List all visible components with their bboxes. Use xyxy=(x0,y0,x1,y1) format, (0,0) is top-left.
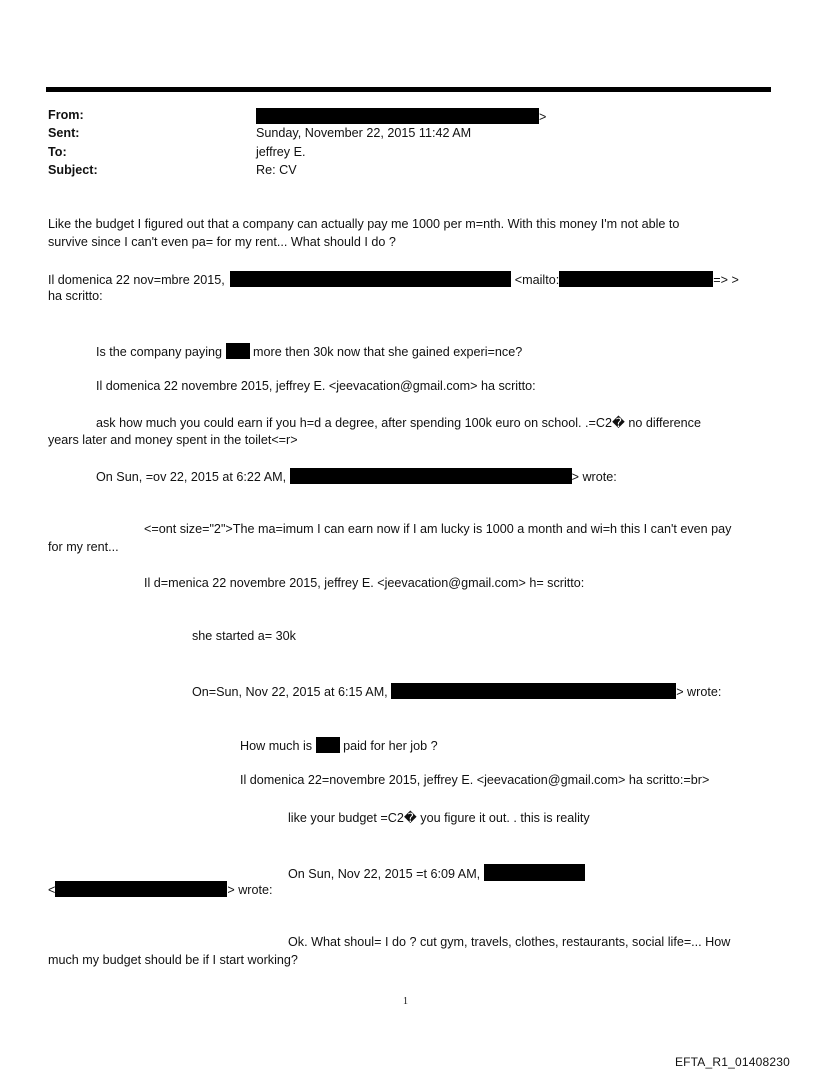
redaction-box xyxy=(559,271,713,287)
line-text: Is the company paying xyxy=(96,345,223,359)
redaction-box xyxy=(226,343,250,359)
body-line: for my rent... xyxy=(48,540,119,554)
line-text: > wrote: xyxy=(676,685,722,699)
body-line: ask how much you could earn if you h=d a degree, after spending 100k euro on school. .=C2� no difference xyxy=(96,416,701,430)
redaction-box xyxy=(256,108,539,124)
quote-header xyxy=(192,683,721,699)
line-text: On Sun, =ov 22, 2015 at 6:22 AM, xyxy=(96,470,287,484)
subject-value: Re: CV xyxy=(256,163,297,177)
page-number: 1 xyxy=(403,996,408,1007)
redaction-box xyxy=(230,271,511,287)
line-text: On Sun, Nov 22, 2015 =t 6:09 AM, xyxy=(288,867,481,881)
redaction-box xyxy=(316,737,340,753)
quote-header-suffix: => > xyxy=(713,273,739,287)
body-line: ha scritto: xyxy=(48,289,103,303)
redaction-box xyxy=(484,864,585,881)
redaction-box xyxy=(391,683,676,699)
body-line: survive since I can't even pa= for my rent... What should I do ? xyxy=(48,235,396,249)
quote-header xyxy=(288,864,585,881)
redaction-box xyxy=(290,468,572,484)
line-text: > wrote: xyxy=(571,470,617,484)
line-text: more then 30k now that she gained experi=nce? xyxy=(253,345,523,359)
document-id: EFTA_R1_01408230 xyxy=(674,1055,790,1069)
line-text: On=Sun, Nov 22, 2015 at 6:15 AM, xyxy=(192,685,388,699)
quote-header-text: Il domenica 22 nov=mbre 2015, xyxy=(48,273,225,287)
from-value xyxy=(256,108,546,124)
redaction-box xyxy=(55,881,227,897)
line-text: paid for her job ? xyxy=(343,739,438,753)
body-line: Il domenica 22 novembre 2015, jeffrey E. <jeevacation@gmail.com> ha scritto: xyxy=(96,379,536,393)
sent-label: Sent: xyxy=(48,126,80,140)
quote-header xyxy=(96,468,617,484)
to-label: To: xyxy=(48,145,67,159)
body-line: years later and money spent in the toilet<=r> xyxy=(48,433,298,447)
body-line xyxy=(96,343,522,359)
from-suffix: > xyxy=(539,110,547,124)
body-line: <=ont size="2">The ma=imum I can earn now if I am lucky is 1000 a month and wi=h this I can't even pay xyxy=(144,522,732,536)
line-text: How much is xyxy=(240,739,313,753)
quote-header-mailto: <mailto: xyxy=(514,273,560,287)
body-line: Like the budget I figured out that a company can actually pay me 1000 per m=nth. With this money I'm not able to xyxy=(48,217,680,231)
subject-label: Subject: xyxy=(48,163,98,177)
line-text: > wrote: xyxy=(227,883,273,897)
to-value: jeffrey E. xyxy=(256,145,306,159)
body-line: Il domenica 22=novembre 2015, jeffrey E. <jeevacation@gmail.com> ha scritto:=br> xyxy=(240,773,710,787)
line-text: < xyxy=(48,883,56,897)
body-line xyxy=(240,737,438,753)
sent-value: Sunday, November 22, 2015 11:42 AM xyxy=(256,126,472,140)
header-rule xyxy=(46,87,771,92)
body-line: Il d=menica 22 novembre 2015, jeffrey E. <jeevacation@gmail.com> h= scritto: xyxy=(144,576,585,590)
body-line: like your budget =C2� you figure it out. . this is reality xyxy=(288,811,590,825)
body-line: she started a= 30k xyxy=(192,629,296,643)
quote-header xyxy=(48,881,273,897)
quote-header xyxy=(48,271,739,287)
body-line: much my budget should be if I start working? xyxy=(48,953,298,967)
from-label: From: xyxy=(48,108,84,122)
body-line: Ok. What shoul= I do ? cut gym, travels, clothes, restaurants, social life=... How xyxy=(288,935,731,949)
